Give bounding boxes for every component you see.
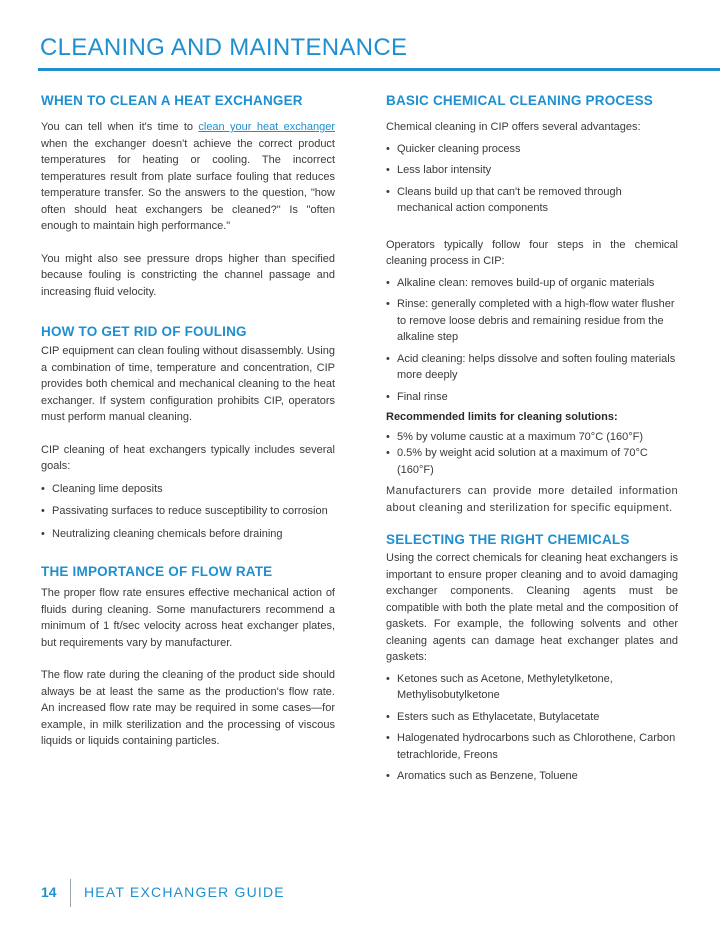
list-item: • Less labor intensity xyxy=(386,162,678,179)
left-column xyxy=(41,92,335,750)
list-item: • Passivating surfaces to reduce susceptibility to corrosion xyxy=(41,503,335,520)
fouling-goals-list xyxy=(41,481,335,543)
list-item: • Neutralizing cleaning chemicals before draining xyxy=(41,526,335,543)
damaging-agents-list xyxy=(386,671,678,785)
manufacturers-paragraph: Manufacturers can provide more detailed information about cleaning and sterilization for specific equipment. xyxy=(386,485,678,514)
list-item: • 0.5% by weight acid solution at a maximum of 70°C (160°F) xyxy=(386,445,678,478)
list-item: • Cleans build up that can't be removed through mechanical action components xyxy=(386,184,678,217)
when-to-clean-paragraph-2: You might also see pressure drops higher than specified because fouling is constricting the channel passage and increasing fluid velocity. xyxy=(41,252,335,298)
advantages-list xyxy=(386,141,678,217)
section-heading-chemical-cleaning: BASIC CHEMICAL CLEANING PROCESS xyxy=(386,93,653,108)
flow-rate-paragraph-2: The flow rate during the cleaning of the product side should always be at least the same as the production's flow rate. An increased flow rate may be required in some cases—for example, in milk sterilization and the processing of viscous liquids or liquids containing particles. xyxy=(41,669,335,747)
text-segment: when the exchanger doesn't achieve the correct product temperatures for heating or cooling. The incorrect temperatures result from plate surface fouling that reduces temperature transfer. So the answers to the question, "how often should heat exchangers be cleaned?" Is "often enough to maintain high performance." xyxy=(41,137,335,232)
cleaning-steps-list xyxy=(386,275,678,406)
list-item: • Aromatics such as Benzene, Toluene xyxy=(386,768,678,785)
list-item: • Final rinse xyxy=(386,389,678,406)
list-item: • Ketones such as Acetone, Methyletylketone, Methylisobutylketone xyxy=(386,671,678,704)
when-to-clean-paragraph-1 xyxy=(41,119,335,235)
recommended-limits-heading: Recommended limits for cleaning solutions: xyxy=(386,411,618,423)
title-rule xyxy=(38,68,720,71)
section-heading-fouling: HOW TO GET RID OF FOULING xyxy=(41,324,247,339)
list-item: • Halogenated hydrocarbons such as Chlorothene, Carbon tetrachloride, Freons xyxy=(386,730,678,763)
list-item: • Quicker cleaning process xyxy=(386,141,678,158)
footer-divider xyxy=(70,879,71,907)
text-segment: You can tell when it's time to xyxy=(41,121,199,133)
section-heading-selecting-chemicals: SELECTING THE RIGHT CHEMICALS xyxy=(386,532,630,547)
limits-list xyxy=(386,429,678,479)
page-number: 14 xyxy=(41,884,57,900)
fouling-paragraph-1: CIP equipment can clean fouling without disassembly. Using a combination of time, temperature and concentration, CIP provides both chemical and mechanical cleaning to the heat exchanger. If system configuration prohibits CIP, operators must perform manual cleaning. xyxy=(41,345,335,423)
clean-heat-exchanger-link[interactable]: clean your heat exchanger xyxy=(198,121,335,133)
chemical-cleaning-intro: Chemical cleaning in CIP offers several advantages: xyxy=(386,121,641,133)
section-heading-when-to-clean: WHEN TO CLEAN A HEAT EXCHANGER xyxy=(41,93,303,108)
selecting-chemicals-paragraph: Using the correct chemicals for cleaning heat exchangers is important to ensure proper cleaning and to avoid damaging exchanger components. Cleaning agents must be compatible with both the plate metal and the composition of gaskets. For example, the following solvents and other cleaning agents can damage heat exchanger plates and gaskets: xyxy=(386,552,678,663)
list-item: • Esters such as Ethylacetate, Butylacetate xyxy=(386,709,678,726)
list-item: • Cleaning lime deposits xyxy=(41,481,335,498)
list-item: • Alkaline clean: removes build-up of organic materials xyxy=(386,275,678,292)
section-heading-flow-rate: THE IMPORTANCE OF FLOW RATE xyxy=(41,564,273,579)
list-item: • Acid cleaning: helps dissolve and soften fouling materials more deeply xyxy=(386,351,678,384)
flow-rate-paragraph-1: The proper flow rate ensures effective mechanical action of fluids during cleaning. Some manufacturers recommend a minimum of 1 ft/sec velocity across heat exchanger plates, but requirements vary by manufacturer. xyxy=(41,587,335,649)
four-steps-intro: Operators typically follow four steps in the chemical cleaning process in CIP: xyxy=(386,238,678,267)
right-column xyxy=(386,92,678,785)
list-item: • 5% by volume caustic at a maximum 70°C (160°F) xyxy=(386,429,678,446)
list-item: • Rinse: generally completed with a high-flow water flusher to remove loose debris and remaining residue from the alkaline step xyxy=(386,296,678,346)
fouling-paragraph-2: CIP cleaning of heat exchangers typically includes several goals: xyxy=(41,443,335,472)
footer-guide-title: HEAT EXCHANGER GUIDE xyxy=(84,884,285,900)
page-title: CLEANING AND MAINTENANCE xyxy=(40,34,408,61)
